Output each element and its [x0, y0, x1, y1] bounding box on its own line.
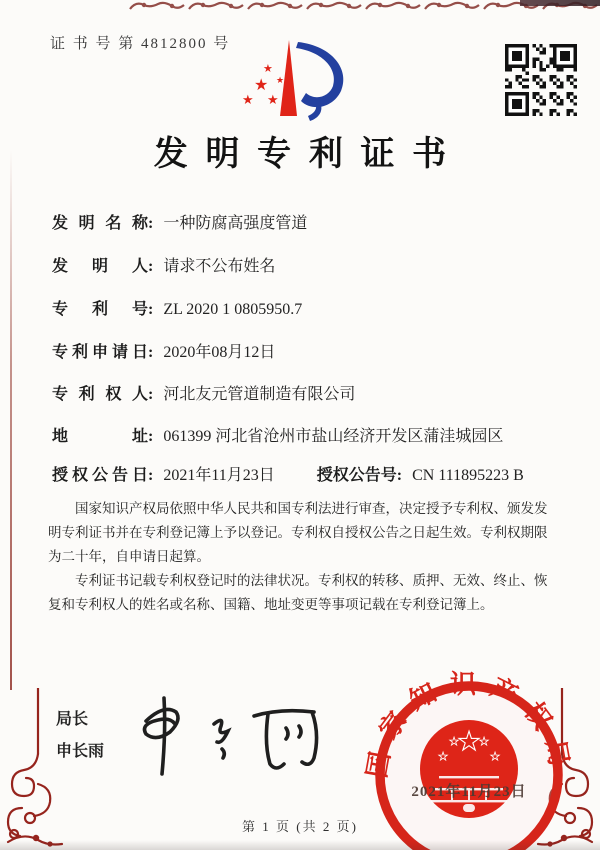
field-label: 地址	[52, 428, 148, 445]
field-value: ZL 2020 1 0805950.7	[163, 301, 303, 318]
field-value: 一种防腐高强度管道	[163, 215, 308, 232]
qr-code	[505, 44, 577, 116]
field-label: 授权公告日	[52, 467, 148, 484]
field-address: 地址 : 061399 河北省沧州市盐山经济开发区蒲洼城园区	[52, 423, 572, 446]
grant-number-value: CN 111895223 B	[412, 467, 524, 484]
svg-text:★: ★	[479, 735, 489, 748]
svg-text:★: ★	[449, 735, 459, 748]
logo-star-icon: ★	[242, 93, 254, 108]
field-label: 发明人	[52, 258, 148, 275]
field-patent-number: 专利号 : ZL 2020 1 0805950.7	[52, 296, 572, 319]
field-grant-row: 授权公告日 : 2021年11月23日 授权公告号 : CN 111895223 B	[52, 462, 572, 485]
logo-star-icon: ★	[263, 62, 273, 75]
logo-p-shape	[296, 42, 343, 107]
field-inventor: 发明人 : 请求不公布姓名	[52, 253, 572, 276]
svg-text:★: ★	[490, 750, 500, 763]
logo-star-icon: ★	[276, 76, 285, 86]
legal-paragraph: 专利证书记载专利权登记时的法律状况。专利权的转移、质押、无效、终止、恢复和专利权人的姓名或名称、国籍、地址变更等事项记载在专利登记簿上。	[48, 573, 548, 613]
director-name: 申长雨	[56, 743, 105, 760]
bottom-edge-shadow	[0, 840, 600, 850]
field-invention-name: 发明名称 : 一种防腐高强度管道	[52, 210, 572, 233]
field-value: 请求不公布姓名	[163, 258, 276, 275]
national-emblem-icon	[420, 720, 518, 818]
field-value: 061399 河北省沧州市盐山经济开发区蒲洼城园区	[163, 428, 504, 445]
legal-text-block	[48, 497, 556, 617]
field-label: 专利号	[52, 301, 148, 318]
certificate-number: 证 书 号 第 4812800 号	[50, 36, 231, 52]
grant-date-value: 2021年11月23日	[163, 467, 275, 484]
page-number: 第 1 页 (共 2 页)	[242, 819, 358, 834]
svg-text:★: ★	[457, 727, 481, 757]
field-value: 河北友元管道制造有限公司	[163, 386, 356, 403]
field-label: 专利申请日	[52, 344, 148, 361]
certificate-title: 发明专利证书	[153, 136, 464, 173]
field-label: 授权公告号	[316, 467, 397, 484]
legal-paragraph: 国家知识产权局依照中华人民共和国专利法进行审查，决定授予专利权、颁发发明专利证书并在专利登记簿上予以登记。专利权自授权公告之日起生效。专利权期限为二十年，自申请日起算。	[48, 501, 548, 565]
director-title: 局长	[56, 711, 89, 728]
signature-handwriting	[118, 686, 356, 786]
field-grant-number: 授权公告号 : CN 111895223 B	[317, 462, 524, 485]
logo-star-icon: ★	[254, 75, 269, 94]
svg-text:★: ★	[438, 750, 448, 763]
field-label: 专利权人	[52, 386, 148, 403]
top-right-border-fragment	[520, 0, 600, 6]
field-application-date: 专利申请日 : 2020年08月12日	[52, 339, 572, 362]
field-patentee: 专利权人 : 河北友元管道制造有限公司	[52, 381, 572, 404]
seal-ring-text: 国家知识产权局	[362, 669, 576, 781]
left-border-line	[10, 150, 12, 690]
field-value: 2020年08月12日	[163, 344, 276, 361]
sipo-patent-logo	[236, 36, 361, 124]
field-label: 发明名称	[52, 215, 148, 232]
seal-date-stamp: 2021年11月23日	[411, 784, 527, 800]
logo-star-icon: ★	[267, 93, 279, 108]
